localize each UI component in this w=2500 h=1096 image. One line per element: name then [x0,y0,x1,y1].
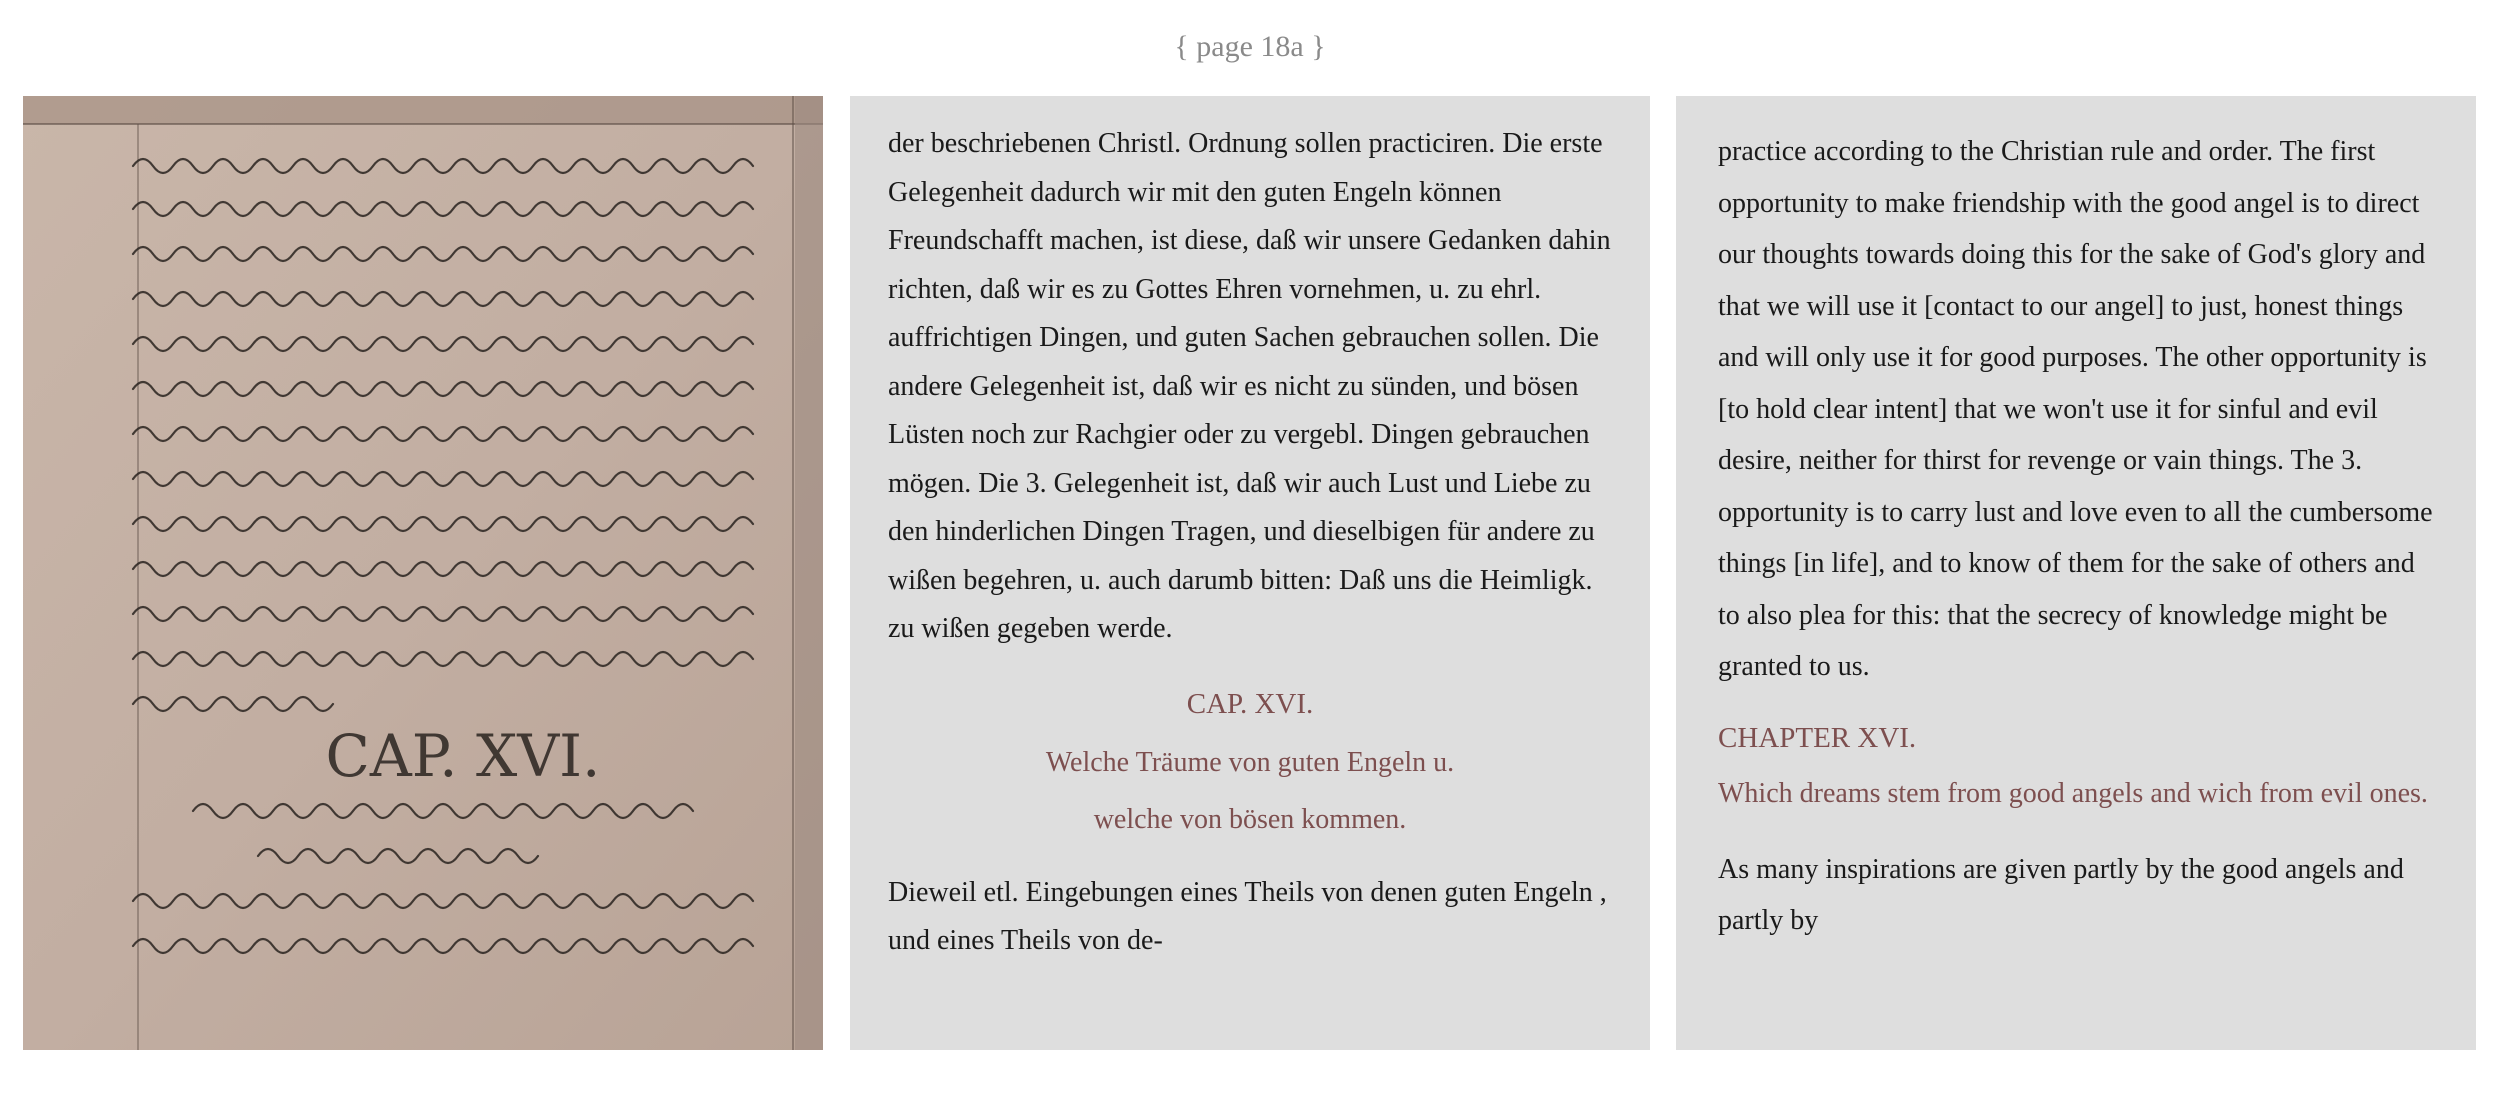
english-body-text: practice according to the Christian rule and order. The first opportunity to make friendship with the good angel is to direct our thoughts towards doing this for the sake of God's glory and that we will use it [contact to our angel] to just, honest things and will only use it for good purposes. The other opportunity is [to hold clear intent] that we won't use it for sinful and evil desire, neither for thirst for revenge or vain things. The 3. opportunity is to carry lust and love even to all the cumbersome things [in life], and to know of them for the sake of others and to also plea for this: that the secrecy of knowledge might be granted to us. [1718,136,2433,682]
page-label: { page 18a } [1174,30,1326,63]
german-continuation-text: Dieweil etl. Eingebungen eines Theils von denen guten Engeln , und eines Theils von de- [888,876,1607,956]
german-chapter-subtitle-2: welche von bösen kommen. [1093,803,1407,835]
german-chapter-title: CAP. XVI. [1186,687,1314,720]
scan-chapter-heading: CAP. XVI. [325,722,601,790]
english-chapter-subtitle: Which dreams stem from good angels and wich from evil ones. [1718,777,2428,809]
german-transcription-panel [850,96,1650,1050]
manuscript-scan-image [23,96,823,1050]
english-continuation-text: As many inspirations are given partly by the good angels and partly by [1718,853,2404,936]
german-body-text: der beschriebenen Christl. Ordnung sollen practiciren. Die erste Gelegenheit dadurch wir mit den guten Engeln können Freundschafft machen, ist diese, daß wir unsere Gedanken dahin richten, daß wir es zu Gottes Ehren vornehmen, u. zu ehrl. auffrichtigen Dingen, und guten Sachen gebrauchen sollen. Die andere Gelegenheit ist, daß wir es nicht zu sünden, und bösen Lüsten noch zur Rachgier oder zu vergebl. Dingen gebrauchen mögen. Die 3. Gelegenheit ist, daß wir auch Lust und Liebe zu den hinderlichen Dingen Tragen, und dieselbigen für andere zu wißen begehren, u. auch darumb bitten: Daß uns die Heimligk. zu wißen gegeben werde. [888,128,1611,644]
english-translation-panel [1676,96,2476,1050]
manuscript-drawing [23,96,823,1050]
english-chapter-title: CHAPTER XVI. [1718,721,1917,754]
german-chapter-subtitle-1: Welche Träume von guten Engeln u. [1045,746,1455,778]
